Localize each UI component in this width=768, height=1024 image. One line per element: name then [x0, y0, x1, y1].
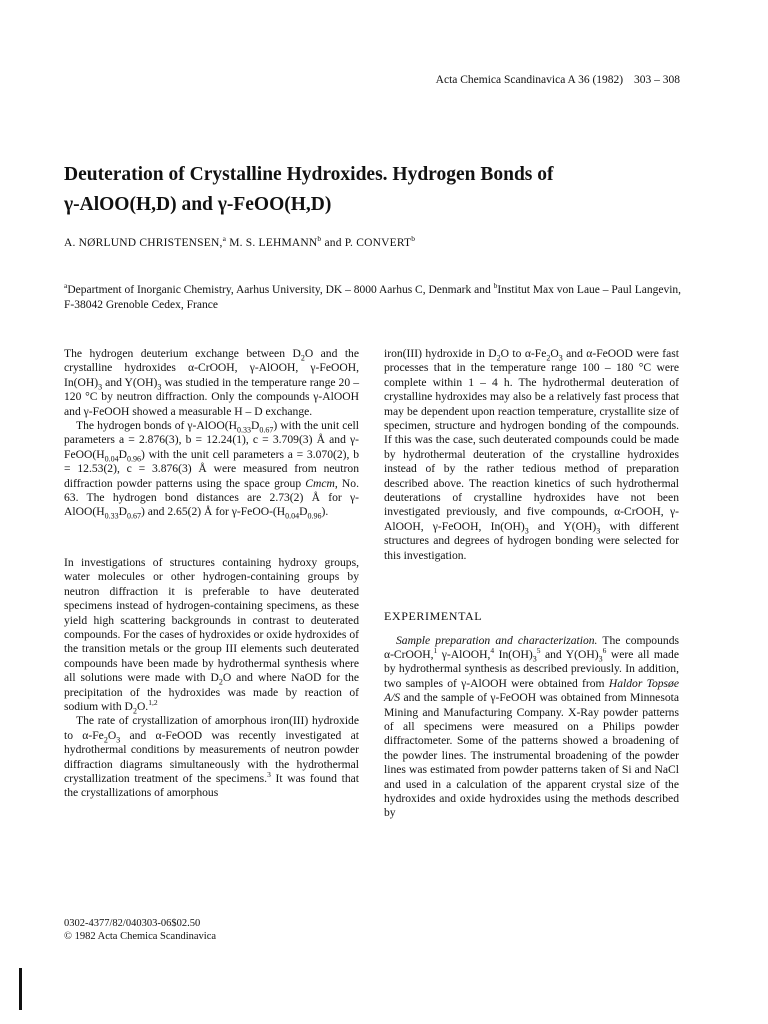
subscript: 3: [598, 654, 603, 664]
journal-citation: Acta Chemica Scandinavica A 36 (1982): [435, 74, 624, 86]
copyright-line: © 1982 Acta Chemica Scandinavica: [64, 931, 217, 942]
reference-marker: 1: [433, 646, 438, 656]
reference-marker: 4: [490, 646, 495, 656]
affiliations: [64, 283, 684, 313]
subscript: 0.96: [307, 511, 322, 521]
affil-b-mark: b: [493, 281, 498, 291]
affil-a-mark: a: [64, 281, 68, 291]
text-run: and the sample of γ-FeOOH was obtained from Minnesota Mining and Manufacturing Company. X-Ray powder patterns of all specimens were measured on a Philips powder diffractometer. Some of the patterns showed a broadening of the powder lines. The instrumental broadening of the powder lines was estimated from powder patterns taken of Si and NaCl and used in a calculation of the apparent crystal size of the hydroxides and oxide hydroxides using the methods described by: [384, 691, 679, 820]
text-run: D: [118, 447, 127, 461]
text-run: ) and 2.65(2) Å for γ-FeOO-(H: [140, 505, 286, 519]
author-2: M. S. LEHMANN: [229, 237, 318, 249]
running-header: [436, 74, 680, 86]
subscript: 0.04: [285, 511, 300, 521]
subscript: 0.33: [104, 511, 119, 521]
abstract-paragraph-2: [64, 419, 359, 520]
paragraph-lead: Sample preparation and characterization.: [396, 633, 598, 647]
author-3-affil: b: [411, 234, 416, 244]
subscript: 3: [98, 382, 103, 392]
subscript: 0.33: [236, 425, 251, 435]
space-group: Cmcm: [305, 476, 335, 490]
text-run: The rate of crystallization of amorphous iron(III) hydroxide to α-Fe: [64, 714, 359, 742]
text-run: were all made by hydrothermal synthesis as described previously. In addition, two samples of γ-AlOOH were obtained from: [384, 647, 679, 690]
author-3: P. CONVERT: [344, 237, 412, 249]
subscript: 0.04: [104, 454, 119, 464]
affil-b-text: Institut Max von Laue – Paul Langevin, F-38042 Grenoble Cedex, France: [64, 284, 682, 311]
reference-marker: 3: [267, 770, 271, 780]
text-run: O and the crystalline hydroxides α-CrOOH, γ-AlOOH, γ-FeOOH, In(OH): [64, 347, 359, 389]
subscript: 2: [546, 353, 551, 363]
author-1-affil: a: [222, 234, 227, 244]
text-run: The hydrogen bonds of γ-AlOO(H: [76, 419, 237, 433]
text-run: The compounds α-CrOOH,: [384, 633, 680, 661]
subscript: 0.67: [126, 511, 141, 521]
text-run: and Y(OH): [540, 647, 599, 661]
author-list: [64, 234, 416, 249]
author-2-affil: b: [317, 234, 322, 244]
subscript: 3: [157, 382, 162, 392]
text-run: In(OH): [494, 647, 533, 661]
subscript: 2: [218, 677, 223, 687]
abstract: [64, 347, 359, 520]
subscript: 0.67: [259, 425, 274, 435]
abstract-paragraph-1: [64, 347, 359, 419]
author-conjunction: and: [324, 237, 342, 249]
footer-notice: [64, 917, 216, 943]
affil-a-text: Department of Inorganic Chemistry, Aarhus University, DK – 8000 Aarhus C, Denmark and: [67, 284, 491, 296]
experimental-paragraph-1: [384, 634, 679, 821]
text-run: O and where NaOD for the precipitation of the hydroxides was made by reaction of sodium with D: [64, 671, 360, 713]
text-run: and α-FeOOD was recently investigated at hydrothermal conditions by measurements of neutron powder diffraction diagrams simultaneously with the hydrothermal crystallization treatment of the specimens.: [64, 728, 359, 785]
text-run: ) with the unit cell parameters a = 3.070(2), b = 12.53(2), c = 3.876(3) Å were measured from neutron diffraction powder patterns using the space group: [64, 447, 359, 490]
reference-marker: 6: [602, 646, 607, 656]
subscript: 3: [558, 353, 563, 363]
author-1: A. NØRLUND CHRISTENSEN,: [64, 237, 223, 249]
text-run: γ-AlOOH,: [437, 647, 491, 661]
text-run: D: [250, 419, 260, 433]
text-run: was studied in the temperature range 20 – 120 °C by neutron diffraction. Only the compounds γ-AlOOH and γ-FeOOH showed a measurable H – D exchange.: [64, 375, 360, 418]
text-run: O.: [136, 699, 149, 713]
text-run: iron(III) hydroxide in D: [384, 347, 497, 360]
text-run: In investigations of structures containing hydroxy groups, water molecules or other hydrogen-containing groups by neutron diffraction it is preferable to have deuterated specimens instead of hydrogen-containing specimens, as these yield high scattering backgrounds in contrast to deuterated compounds. For the cases of hydroxides or oxide hydroxides of the transition metals or the group III elements such deuterated compounds have been made by hydrothermal synthesis where all solutions were made with D: [64, 555, 359, 685]
section-heading-experimental: EXPERIMENTAL: [384, 609, 483, 624]
intro-paragraph-1: [64, 556, 359, 714]
text-run: O: [550, 347, 559, 360]
scan-margin-bar: [19, 968, 22, 1010]
text-run: with different structures and degrees of hydrogen bonding were selected for this investigation.: [384, 519, 679, 562]
text-run: The hydrogen deuterium exchange between D: [64, 347, 301, 360]
text-run: It was found that the crystallizations of amorphous: [64, 771, 360, 800]
subscript: 3: [596, 526, 601, 536]
text-run: O: [107, 728, 117, 742]
spacer: [64, 520, 359, 556]
text-run: ) with the unit cell parameters a = 2.876(3), b = 12.24(1), c = 3.709(3) Å and γ-FeOO(H: [64, 419, 359, 461]
right-column: [384, 347, 679, 821]
company-name: Haldor Topsøe A/S: [384, 676, 680, 705]
subscript: 3: [532, 654, 537, 664]
text-run: , No. 63. The hydrogen bond distances are 2.73(2) Å for γ-AlOO(H: [64, 476, 359, 519]
subscript: 2: [103, 735, 108, 745]
reference-marker: 1,2: [148, 698, 158, 708]
spacer: [384, 563, 679, 609]
subscript: 3: [116, 735, 121, 745]
text-run: and α-FeOOD were fast processes that in the temperature range 100 – 180 °C were complete within 1 – 4 h. The hydrothermal deuteration of crystalline hydroxides may also be a relatively fast process that may be dependent upon reaction temperature, crystallite size of specimen, structure and hydrogen bonding of the compounds. If this was the case, such deuterated compounds could be made by hydrothermal deuteration of the crystalline hydroxides instead of by the rather tedious method of preparation described above. The reaction kinetics of such hydrothermal deuterations of crystalline hydroxides have not been investigated previously, and five compounds, α-CrOOH, γ-AlOOH, γ-FeOOH, In(OH): [384, 347, 679, 533]
page-range: 303 – 308: [634, 74, 680, 86]
intro-paragraph-3: [384, 347, 679, 563]
article-code: 0302-4377/82/040303-06$02.50: [64, 918, 201, 929]
title-line-2: γ-AlOO(H,D) and γ-FeOO(H,D): [64, 194, 332, 215]
reference-marker: 5: [536, 646, 541, 656]
subscript: 0.96: [126, 454, 141, 464]
subscript: 3: [524, 526, 529, 536]
text-run: O to α-Fe: [500, 347, 547, 360]
subscript: 2: [496, 353, 501, 363]
text-run: ).: [321, 505, 329, 519]
intro-paragraph-2: [64, 714, 359, 800]
subscript: 2: [300, 353, 305, 363]
text-run: and Y(OH): [102, 375, 158, 389]
left-column: [64, 347, 359, 801]
title-line-1: Deuteration of Crystalline Hydroxides. Hydrogen Bonds of: [64, 164, 554, 185]
subscript: 2: [132, 706, 137, 716]
article-title: [64, 160, 684, 220]
text-run: D: [118, 505, 127, 519]
text-run: D: [299, 505, 308, 519]
text-run: and Y(OH): [528, 519, 597, 533]
